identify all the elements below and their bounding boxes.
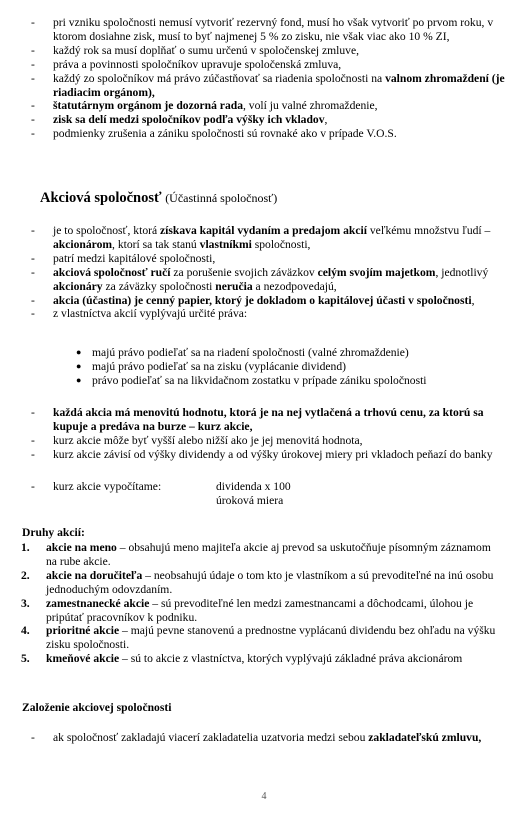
rights-item: ● majú právo podieľať sa na zisku (vyplácanie dividend)	[0, 360, 528, 374]
formula-denominator: úroková miera	[216, 493, 284, 507]
list-item: - každý rok sa musí doplňať o sumu určenú v spoločenskej zmluve,	[0, 44, 528, 58]
list-item: - pri vzniku spoločnosti nemusí vytvoriť rezervný fond, musí ho však vytvoriť po prvom roku, v ktorom dosiahne zisk, musí to byť najmenej 5 % zo zisku, nie však viac ako 10 % ZI,	[0, 16, 528, 44]
list-item: - každá akcia má menovitú hodnotu, ktorá je na nej vytlačená a trhovú cenu, za ktorú sa kupuje a predáva na burze – kurz akcie,	[0, 406, 528, 434]
list-rights	[0, 346, 528, 388]
list-item: - je to spoločnosť, ktorá získava kapitál vydaním a predajom akcií veľkému množstvu ľudí – akcionárom, ktorí sa tak stanú vlastníkmi spoločnosti,	[0, 224, 528, 252]
formula-row	[0, 480, 528, 507]
list-item: - akcia (účastina) je cenný papier, ktorý je dokladom o kapitálovej účasti v spoločnosti,	[0, 294, 528, 308]
list-item: - zisk sa delí medzi spoločníkov podľa výšky ich vkladov,	[0, 113, 528, 127]
rights-item: ● právo podieľať sa na likvidačnom zostatku v prípade zániku spoločnosti	[0, 374, 528, 388]
heading-akciova-spolocnost	[40, 192, 277, 206]
share-type-item	[0, 652, 528, 666]
list-item: - štatutárnym orgánom je dozorná rada, volí ju valné zhromaždenie,	[0, 99, 528, 113]
formula-label: kurz akcie vypočítame:	[53, 480, 162, 493]
item-number: 1.	[21, 541, 30, 554]
list-item: - kurz akcie môže byť vyšší alebo nižší ako je jej menovitá hodnota,	[0, 434, 528, 448]
list-item: - podmienky zrušenia a zániku spoločnosti sú rovnaké ako v prípade V.O.S.	[0, 127, 528, 141]
item-text: kmeňové akcie – sú to akcie z vlastníctva, ktorých vyplývajú základné práva akcionárom	[46, 652, 463, 666]
list-founding	[0, 731, 528, 745]
list-item: - práva a povinnosti spoločníkov upravuje spoločenská zmluva,	[0, 58, 528, 72]
formula-fraction	[216, 480, 291, 508]
druhy-title: Druhy akcií:	[22, 526, 85, 539]
share-type-item	[0, 569, 528, 597]
list-share-value	[0, 406, 528, 462]
heading-sub: (Účastinná spoločnosť)	[165, 191, 278, 205]
list-sro-rules	[0, 16, 528, 141]
heading-main: Akciová spoločnosť	[40, 190, 162, 206]
zalozenie-title: Založenie akciovej spoločnosti	[22, 701, 172, 714]
list-item: - ak spoločnosť zakladajú viacerí zakladatelia uzatvoria medzi sebou zakladateľskú zmluvu,	[0, 731, 528, 745]
list-item: - kurz akcie závisí od výšky dividendy a od výšky úrokovej miery pri vkladoch peňazí do banky	[0, 448, 528, 462]
list-as-rules	[0, 224, 528, 321]
item-number: 4.	[21, 624, 30, 638]
list-item: - akciová spoločnosť ručí za porušenie svojich záväzkov celým svojím majetkom, jednotlivý akcionáry za záväzky spoločnosti neručia a nezodpovedajú,	[0, 266, 528, 294]
item-number: 2.	[21, 568, 30, 582]
list-item: - každý zo spoločníkov má právo zúčastňovať sa riadenia spoločnosti na valnom zhromaždení (je riadiacim orgánom),	[0, 72, 528, 100]
item-text: zamestnanecké akcie – sú prevoditeľné len medzi zamestnancami a dôchodcami, úlohou je pripútať pracovníkov k podniku.	[46, 596, 474, 624]
share-type-item	[0, 624, 528, 652]
list-item: - patrí medzi kapitálové spoločnosti,	[0, 252, 528, 266]
list-item: - z vlastníctva akcií vyplývajú určité práva:	[0, 307, 528, 321]
share-type-item	[0, 597, 528, 625]
item-text: prioritné akcie – majú pevne stanovenú a prednostne vyplácanú dividendu bez ohľadu na výšku zisku spoločnosti.	[46, 624, 496, 652]
share-type-item	[0, 541, 528, 569]
list-share-types	[0, 541, 528, 666]
item-number: 5.	[21, 652, 30, 666]
item-text: akcie na doručiteľa – neobsahujú údaje o tom kto je vlastníkom a sú prevoditeľné na inú osobu jednoduchým odovzdaním.	[46, 568, 494, 596]
rights-item: ● majú právo podieľať sa na riadení spoločnosti (valné zhromaždenie)	[0, 346, 528, 360]
item-number: 3.	[21, 596, 30, 610]
page-number: 4	[261, 791, 267, 802]
formula-numerator: dividenda x 100	[216, 480, 291, 493]
item-text: akcie na meno – obsahujú meno majiteľa akcie aj prevod sa uskutočňuje písomným záznamom na rube akcie.	[46, 541, 491, 568]
